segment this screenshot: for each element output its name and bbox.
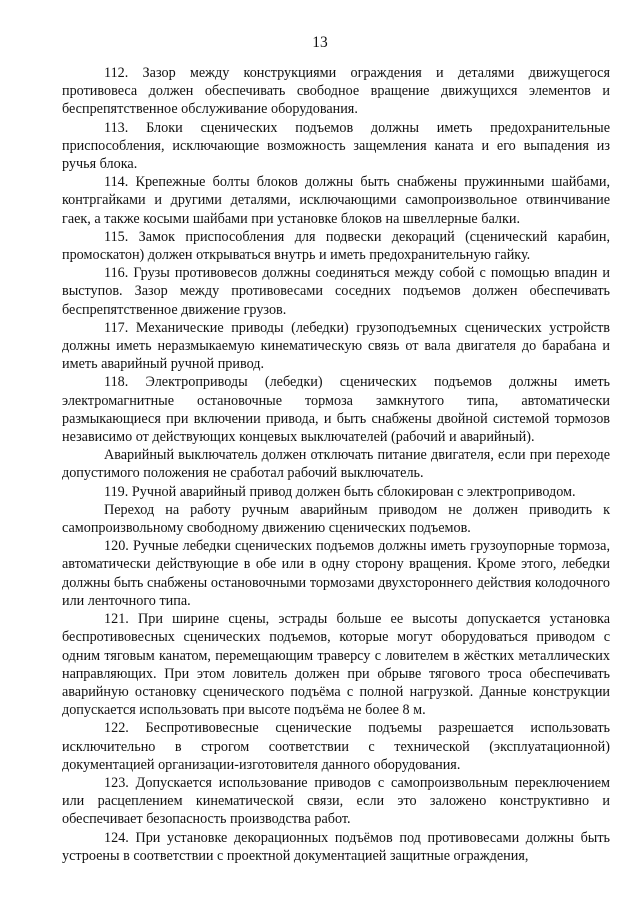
paragraph-114: 114. Крепежные болты блоков должны быть снабжены пружинными шайбами, контргайками и другими деталями, исключающими самопроизвольное отвинчивание гаек, а также косыми шайбами при установке блоков на швеллерные балки. — [62, 174, 610, 227]
document-body — [62, 64, 610, 865]
paragraph-117: 117. Механические приводы (лебедки) грузоподъемных сценических устройств должны иметь неразмыкаемую кинематическую связь от вала двигателя до барабана и иметь аварийный ручной привод. — [62, 319, 610, 373]
paragraph-112: 112. Зазор между конструкциями ограждения и деталями движущегося противовеса должен обеспечивать свободное вращение движущихся элементов и беспрепятственное обслуживание оборудования. — [62, 65, 610, 118]
paragraph-113: 113. Блоки сценических подъемов должны иметь предохранительные приспособления, исключающие возможность защемления каната и его выпадения из ручья блока. — [62, 119, 610, 173]
page-number: 13 — [312, 34, 328, 51]
paragraph-118: 118. Электроприводы (лебедки) сценических подъемов должны иметь электромагнитные остановочные тормоза замкнутого типа, автоматически размыкающиеся при включении привода, и быть снабжены двойной системой тормозов независимо от действующих концевых выключателей (рабочий и аварийный). — [62, 374, 610, 446]
paragraph-115: 115. Замок приспособления для подвески декораций (сценический карабин, промоскатон) должен открываться внутрь и иметь предохранительную гайку. — [62, 228, 610, 264]
paragraph-119-manual-transition: Переход на работу ручным аварийным приводом не должен приводить к самопроизвольному свободному движению сценических подъемов. — [62, 501, 610, 537]
paragraph-124: 124. При установке декорационных подъёмов под противовесами должны быть устроены в соответствии с проектной документацией защитные ограждения, — [62, 829, 610, 864]
paragraph-119: 119. Ручной аварийный привод должен быть сблокирован с электроприводом. — [104, 483, 576, 500]
paragraph-118-emergency-switch: Аварийный выключатель должен отключать питание двигателя, если при переходе допустимого положения не сработал рабочий выключатель. — [62, 447, 610, 482]
paragraph-123: 123. Допускается использование приводов с самопроизвольным переключением или расцеплением кинематической связи, если это заложено конструктивно и обеспечивает безопасность производства работ. — [62, 774, 610, 828]
paragraph-116: 116. Грузы противовесов должны соединяться между собой с помощью впадин и выступов. Зазор между противовесами соседних подъемов должен обеспечивать беспрепятственное движение грузов. — [62, 265, 610, 318]
paragraph-120: 120. Ручные лебедки сценических подъемов должны иметь грузоупорные тормоза, автоматически действующие в обе или в одну сторону вращения. Кроме этого, лебедки должны быть снабжены остановочными тормозами двухстороннего действия колодочного или ленточного типа. — [62, 538, 610, 609]
paragraph-121: 121. При ширине сцены, эстрады больше ее высоты допускается установка беспротивовесных сценических подъемов, которые могут оборудоваться приводом с одним тяговым канатом, перемещающим траверсу с ловителем в жёстких металлических направляющих. При этом ловитель должен при обрыве тягового троса обеспечивать аварийную остановку сценического подъёма с полной нагрузкой. Данные конструкции допускается использовать при высоте подъёма не более 8 м. — [62, 611, 610, 719]
paragraph-122: 122. Беспротивовесные сценические подъемы разрешается использовать исключительно в строгом соответствии с технической (эксплуатационной) документацией организации-изготовителя данного оборудования. — [62, 720, 610, 773]
